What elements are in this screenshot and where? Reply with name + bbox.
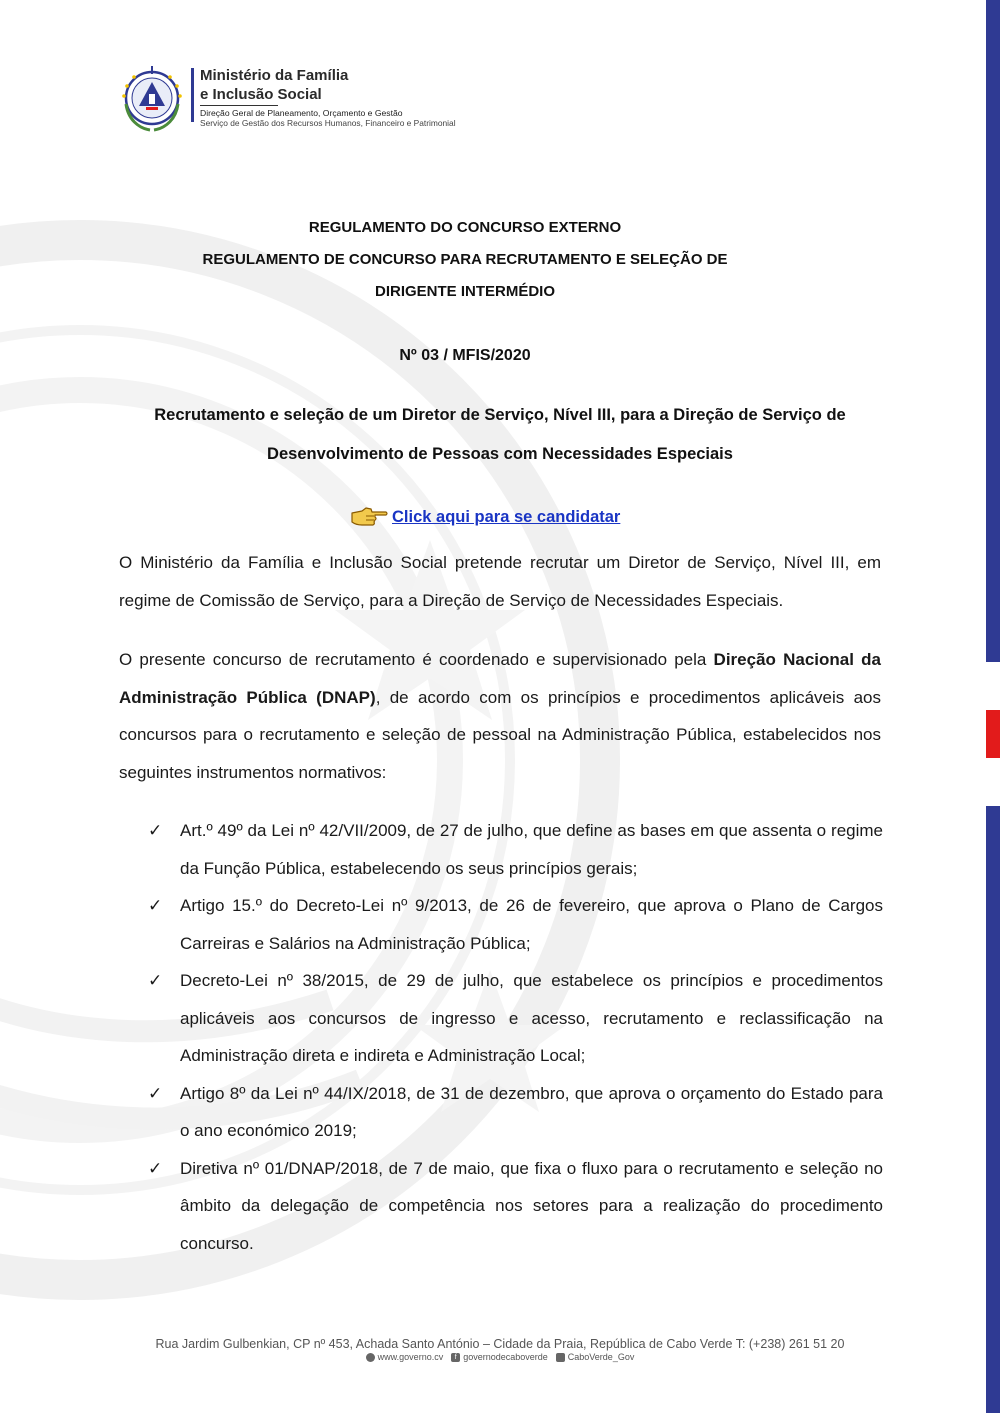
list-item (148, 887, 883, 962)
check-icon: ✓ (148, 896, 163, 915)
edge-bar-red (986, 710, 1000, 758)
document-title-line1: REGULAMENTO DO CONCURSO EXTERNO (308, 219, 622, 236)
edge-bar-blue-bottom (986, 806, 1000, 1413)
apply-link[interactable]: Click aqui para se candidatar (392, 507, 621, 526)
list-item-text: Decreto-Lei nº 38/2015, de 29 de julho, que estabelece os princípios e procedimentos aplicáveis aos concursos de ingresso e acesso, recrutamento e reclassificação na Administração direta e indireta e Administração Local; (180, 971, 883, 1065)
check-icon: ✓ (148, 821, 163, 840)
website-item[interactable] (366, 1352, 444, 1362)
list-item (148, 962, 883, 1075)
document-subtitle: Recrutamento e seleção de um Diretor de Serviço, Nível III, para a Direção de Serviço de Desenvolvimento de Pessoas com Necessidades Especiais (154, 406, 846, 463)
list-item (148, 1150, 883, 1263)
ministry-name-line2: e Inclusão Social (200, 86, 322, 103)
facebook-text: governodecaboverde (463, 1352, 548, 1362)
legal-instruments-list (148, 812, 883, 1262)
check-icon: ✓ (148, 1158, 163, 1178)
coordination-paragraph-start: O presente concurso de recrutamento é coordenado e supervisionado pela (119, 650, 714, 669)
facebook-item[interactable] (451, 1352, 548, 1362)
dnap-name: Direção Nacional da Administração Pública (DNAP) (119, 650, 881, 707)
logo-divider (191, 68, 194, 122)
logo-text (200, 66, 456, 128)
ministry-name-line1: Ministério da Família (200, 67, 349, 84)
list-item (148, 1075, 883, 1150)
intro-paragraph: O Ministério da Família e Inclusão Social pretende recrutar um Diretor de Serviço, Nível III, em regime de Comissão de Serviço, para a Direção de Serviço de Necessidades Especiais. (119, 553, 881, 610)
list-item-text: Diretiva nº 01/DNAP/2018, de 7 de maio, que fixa o fluxo para o recrutamento e seleção no âmbito da delegação de competência nos setores para a realização do procedimento concurso. (180, 1158, 883, 1253)
facebook-icon: f (451, 1353, 460, 1362)
apply-link-row (350, 503, 620, 531)
check-icon: ✓ (148, 971, 163, 990)
document-title-line2: REGULAMENTO DE CONCURSO PARA RECRUTAMENTO E SELEÇÃO DE (202, 251, 728, 268)
cape-verde-coat-of-arms-icon (116, 64, 188, 136)
twitter-icon (556, 1353, 565, 1362)
coordination-paragraph (119, 641, 881, 791)
globe-icon (366, 1353, 375, 1362)
document-title-line3: DIRIGENTE INTERMÉDIO (374, 283, 555, 300)
twitter-text: CaboVerde_Gov (567, 1352, 635, 1362)
edge-bar-blue-top (986, 0, 1000, 662)
footer-social (0, 1352, 1000, 1362)
pointing-hand-icon (350, 505, 388, 529)
ministry-logo (116, 64, 476, 136)
service-name: Serviço de Gestão dos Recursos Humanos, Financeiro e Patrimonial (200, 118, 456, 128)
list-item-text: Artigo 15.º do Decreto-Lei nº 9/2013, de 26 de fevereiro, que aprova o Plano de Cargos Carreiras e Salários na Administração Pública; (180, 896, 883, 953)
list-item-text: Art.º 49º da Lei nº 42/VII/2009, de 27 de julho, que define as bases em que assenta o regime da Função Pública, estabelecendo os seus princípios gerais; (180, 821, 883, 878)
directorate-name: Direção Geral de Planeamento, Orçamento e Gestão (200, 108, 403, 118)
document-number: Nº 03 / MFIS/2020 (399, 347, 531, 364)
coordination-paragraph-end: , de acordo com os princípios e procedimentos aplicáveis aos concursos para o recrutamento e seleção de pessoal na Administração Pública, estabelecidos nos seguintes instrumentos normativos: (119, 687, 881, 782)
check-icon: ✓ (148, 1083, 163, 1103)
logo-rule (200, 105, 278, 106)
twitter-item[interactable] (556, 1352, 635, 1362)
website-text: www.governo.cv (377, 1352, 444, 1362)
footer-address: Rua Jardim Gulbenkian, CP nº 453, Achada Santo António – Cidade da Praia, República de Cabo Verde T: (+238) 261 51 20 (155, 1337, 845, 1351)
list-item (148, 812, 883, 887)
list-item-text: Artigo 8º da Lei nº 44/IX/2018, de 31 de dezembro, que aprova o orçamento do Estado para o ano económico 2019; (180, 1083, 883, 1140)
